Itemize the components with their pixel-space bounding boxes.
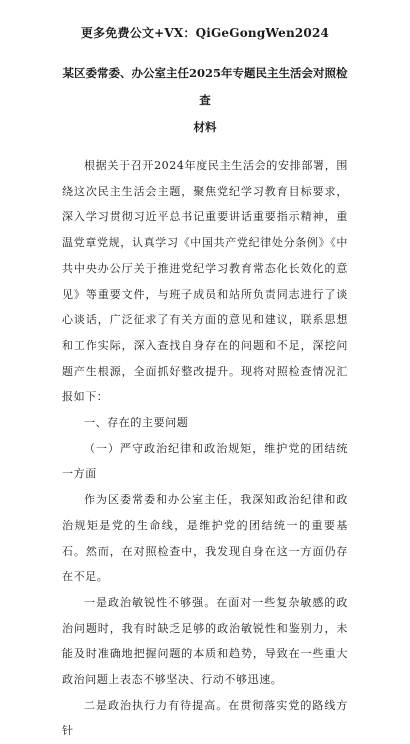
intro-paragraph: 根据关于召开2024年度民主生活会的安排部署，围绕这次民主生活会主题，聚焦党纪学习教育目标要求，深入学习贯彻习近平总书记重要讲话重要指示精神，重温党章党规，认真学习《中国共产党纪律处分条例》《中共中央办公厅关于推进党纪学习教育常态化长效化的意见》等重要文件，与班子成员和站所负责同志进行了谈心谈话，广泛征求了有关方面的意见和建议，联系思想和工作实际，深入查找自身存在的问题和不足，深挖问题产生根源，全面抓好整改提升。现将对照检查情况汇报如下： [62, 159, 348, 404]
promo-banner: 更多免费公文+VX：QiGeGongWen2024 [80, 26, 330, 40]
section-heading: 一、存在的主要问题 [84, 416, 189, 430]
point-one-paragraph: 一是政治敏锐性不够强。在面对一些复杂敏感的政治问题时，我有时缺乏足够的政治敏锐性和鉴别力，未能及时准确地把握问题的本质和趋势，导致在一些重大政治问题上表态不够坚决、行动不够迅速。 [62, 595, 348, 687]
point-two-paragraph: 二是政治执行力有待提高。在贯彻落实党的路线方针 [62, 698, 348, 738]
subsection-heading: （一）严守政治纪律和政治规矩，维护党的团结统一方面 [62, 441, 348, 481]
title-line-2: 材料 [193, 120, 217, 134]
document-body [62, 153, 348, 744]
title-line-1: 某区委常委、办公室主任2025年专题民主生活会对照检查 [62, 66, 348, 107]
body-paragraph: 作为区委常委和办公室主任，我深知政治纪律和政治规矩是党的生命线，是维护党的团结统一的重要基石。然而，在对照检查中，我发现自身在这一方面仍存在不足。 [62, 493, 348, 584]
document-title [62, 60, 348, 141]
